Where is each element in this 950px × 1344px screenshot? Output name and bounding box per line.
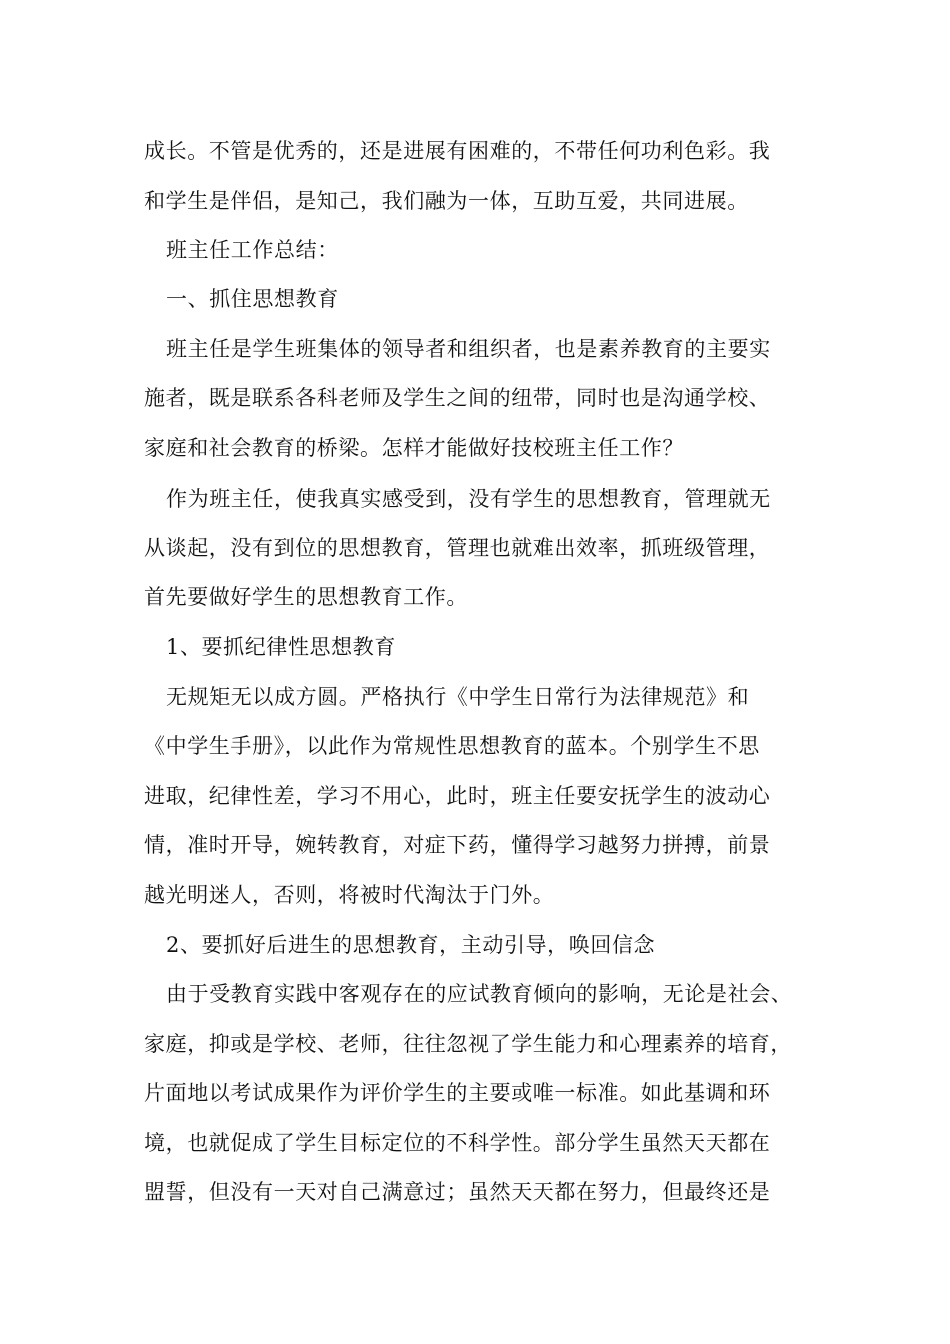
text-line-13: 《中学生手册》，以此作为常规性思想教育的蓝本。个别学生不思 (144, 734, 760, 758)
text-line-7: 家庭和社会教育的桥梁。怎样才能做好技校班主任工作？ (144, 436, 684, 460)
text-line-2: 和学生是伴侣，是知己，我们融为一体，互助互爱，共同进展。 (144, 189, 749, 213)
subheading-2: 2、要抓好后进生的思想教育，主动引导，唤回信念 (166, 933, 656, 957)
section-heading-1: 一、抓住思想教育 (166, 287, 339, 311)
text-line-14: 进取，纪律性差，学习不用心，此时，班主任要安抚学生的波动心 (144, 784, 771, 808)
text-line-8: 作为班主任，使我真实感受到，没有学生的思想教育，管理就无 (166, 487, 771, 511)
section-heading-summary: 班主任工作总结： (166, 238, 339, 262)
text-line-20: 片面地以考试成果作为评价学生的主要或唯一标准。如此基调和环 (144, 1081, 771, 1105)
text-line-10: 首先要做好学生的思想教育工作。 (144, 585, 468, 609)
subheading-1: 1、要抓纪律性思想教育 (166, 635, 396, 659)
text-line-16: 越光明迷人，否则，将被时代淘汰于门外。 (144, 883, 555, 907)
text-line-15: 情，准时开导，婉转教育，对症下药，懂得学习越努力拼搏，前景 (144, 833, 771, 857)
text-line-21: 境，也就促成了学生目标定位的不科学性。部分学生虽然天天都在 (144, 1131, 771, 1155)
text-line-19: 家庭，抑或是学校、老师，往往忽视了学生能力和心理素养的培育， (144, 1032, 792, 1056)
text-line-22: 盟誓，但没有一天对自己满意过；虽然天天都在努力，但最终还是 (144, 1180, 771, 1204)
text-line-6: 施者，既是联系各科老师及学生之间的纽带，同时也是沟通学校、 (144, 386, 771, 410)
text-line-18: 由于受教育实践中客观存在的应试教育倾向的影响，无论是社会、 (166, 982, 793, 1006)
text-line-5: 班主任是学生班集体的领导者和组织者，也是素养教育的主要实 (166, 337, 771, 361)
text-line-1: 成长。不管是优秀的，还是进展有困难的，不带任何功利色彩。我 (144, 139, 771, 163)
text-line-12: 无规矩无以成方圆。严格执行《中学生日常行为法律规范》和 (166, 685, 750, 709)
text-line-9: 从谈起，没有到位的思想教育，管理也就难出效率，抓班级管理， (144, 536, 771, 560)
